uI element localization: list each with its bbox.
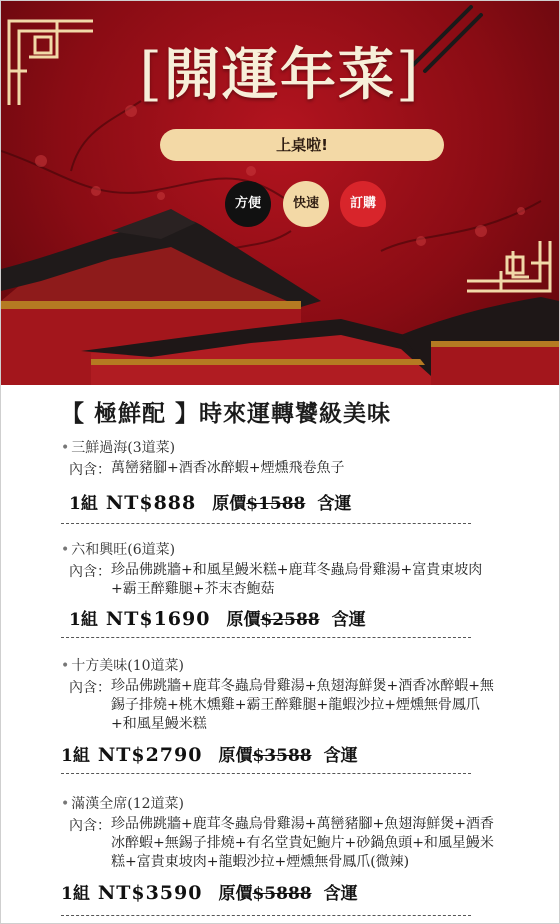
sale-price: NT$3590 xyxy=(97,882,203,904)
set-includes xyxy=(61,677,501,734)
badge-convenient: 方便 xyxy=(225,181,271,227)
title-text: 開運年菜 xyxy=(164,42,396,108)
corner-ornament-bottom-right xyxy=(467,241,550,291)
divider xyxy=(61,523,471,524)
section-heading: 【 極鮮配 】時來運轉饕級美味 xyxy=(61,400,392,427)
includes-items: 珍品佛跳牆+鹿茸冬蟲烏骨雞湯+萬巒豬腳+魚翅海鮮煲+酒香冰醉蝦+無錫子排燒+有名堂貴妃鮑片+砂鍋魚頭+和風星鰻米糕+富貴東坡肉+龍蝦沙拉+煙燻無骨鳳爪(微辣) xyxy=(111,816,494,870)
set-includes xyxy=(61,459,501,479)
includes-label: 內含： xyxy=(69,462,111,478)
set-name: • 滿漢全席(12道菜) xyxy=(61,796,185,812)
menu-set xyxy=(61,539,501,630)
banner-title xyxy=(1,31,559,111)
quantity: 1組 xyxy=(61,746,90,766)
shipping-included: 含運 xyxy=(331,610,366,630)
shipping-included: 含運 xyxy=(323,746,358,766)
set-price-line xyxy=(69,489,351,514)
includes-label: 內含： xyxy=(69,818,111,834)
includes-items: 珍品佛跳牆+鹿茸冬蟲烏骨雞湯+魚翅海鮮煲+酒香冰醉蝦+無錫子排燒+桃木燻雞+霸王醉雞腿+龍蝦沙拉+煙燻無骨鳳爪+和風星鰻米糕 xyxy=(111,678,494,732)
title-open-bracket: [ xyxy=(139,40,164,108)
sale-price: NT$1690 xyxy=(105,608,211,630)
includes-label: 內含： xyxy=(69,564,111,580)
set-price-line xyxy=(61,741,358,766)
sale-price: NT$2790 xyxy=(97,744,203,766)
shipping-included: 含運 xyxy=(323,884,358,904)
divider xyxy=(61,637,471,638)
title-close-bracket: ] xyxy=(396,40,421,108)
original-price: 原價$5888 xyxy=(218,884,312,904)
original-price: 原價$3588 xyxy=(218,746,312,766)
menu-set xyxy=(61,793,501,904)
tagline-pill: 上桌啦! xyxy=(160,129,444,161)
set-name: • 十方美味(10道菜) xyxy=(61,658,185,674)
shipping-included: 含運 xyxy=(317,494,352,514)
set-price-line xyxy=(69,605,366,630)
set-includes xyxy=(61,561,501,599)
includes-items: 萬巒豬腳+酒香冰醉蝦+煙燻飛卷魚子 xyxy=(111,460,345,476)
quantity: 1組 xyxy=(69,494,98,514)
set-price-line xyxy=(61,879,358,904)
set-name: • 六和興旺(6道菜) xyxy=(61,542,176,558)
set-includes xyxy=(61,815,501,872)
badge-fast: 快速 xyxy=(283,181,329,227)
divider xyxy=(61,915,471,916)
promo-banner xyxy=(1,1,559,385)
quantity: 1組 xyxy=(69,610,98,630)
divider xyxy=(61,773,471,774)
menu-set xyxy=(61,655,501,766)
menu-set xyxy=(61,437,501,514)
quantity: 1組 xyxy=(61,884,90,904)
sale-price: NT$888 xyxy=(105,492,197,514)
badge-order[interactable]: 訂購 xyxy=(340,181,386,227)
set-name: • 三鮮過海(3道菜) xyxy=(61,440,176,456)
original-price: 原價$2588 xyxy=(226,610,320,630)
includes-items: 珍品佛跳牆+和風星鰻米糕+鹿茸冬蟲烏骨雞湯+富貴東坡肉+霸王醉雞腿+芥末杏鮑菇 xyxy=(111,562,483,597)
includes-label: 內含： xyxy=(69,680,111,696)
original-price: 原價$1588 xyxy=(212,494,306,514)
